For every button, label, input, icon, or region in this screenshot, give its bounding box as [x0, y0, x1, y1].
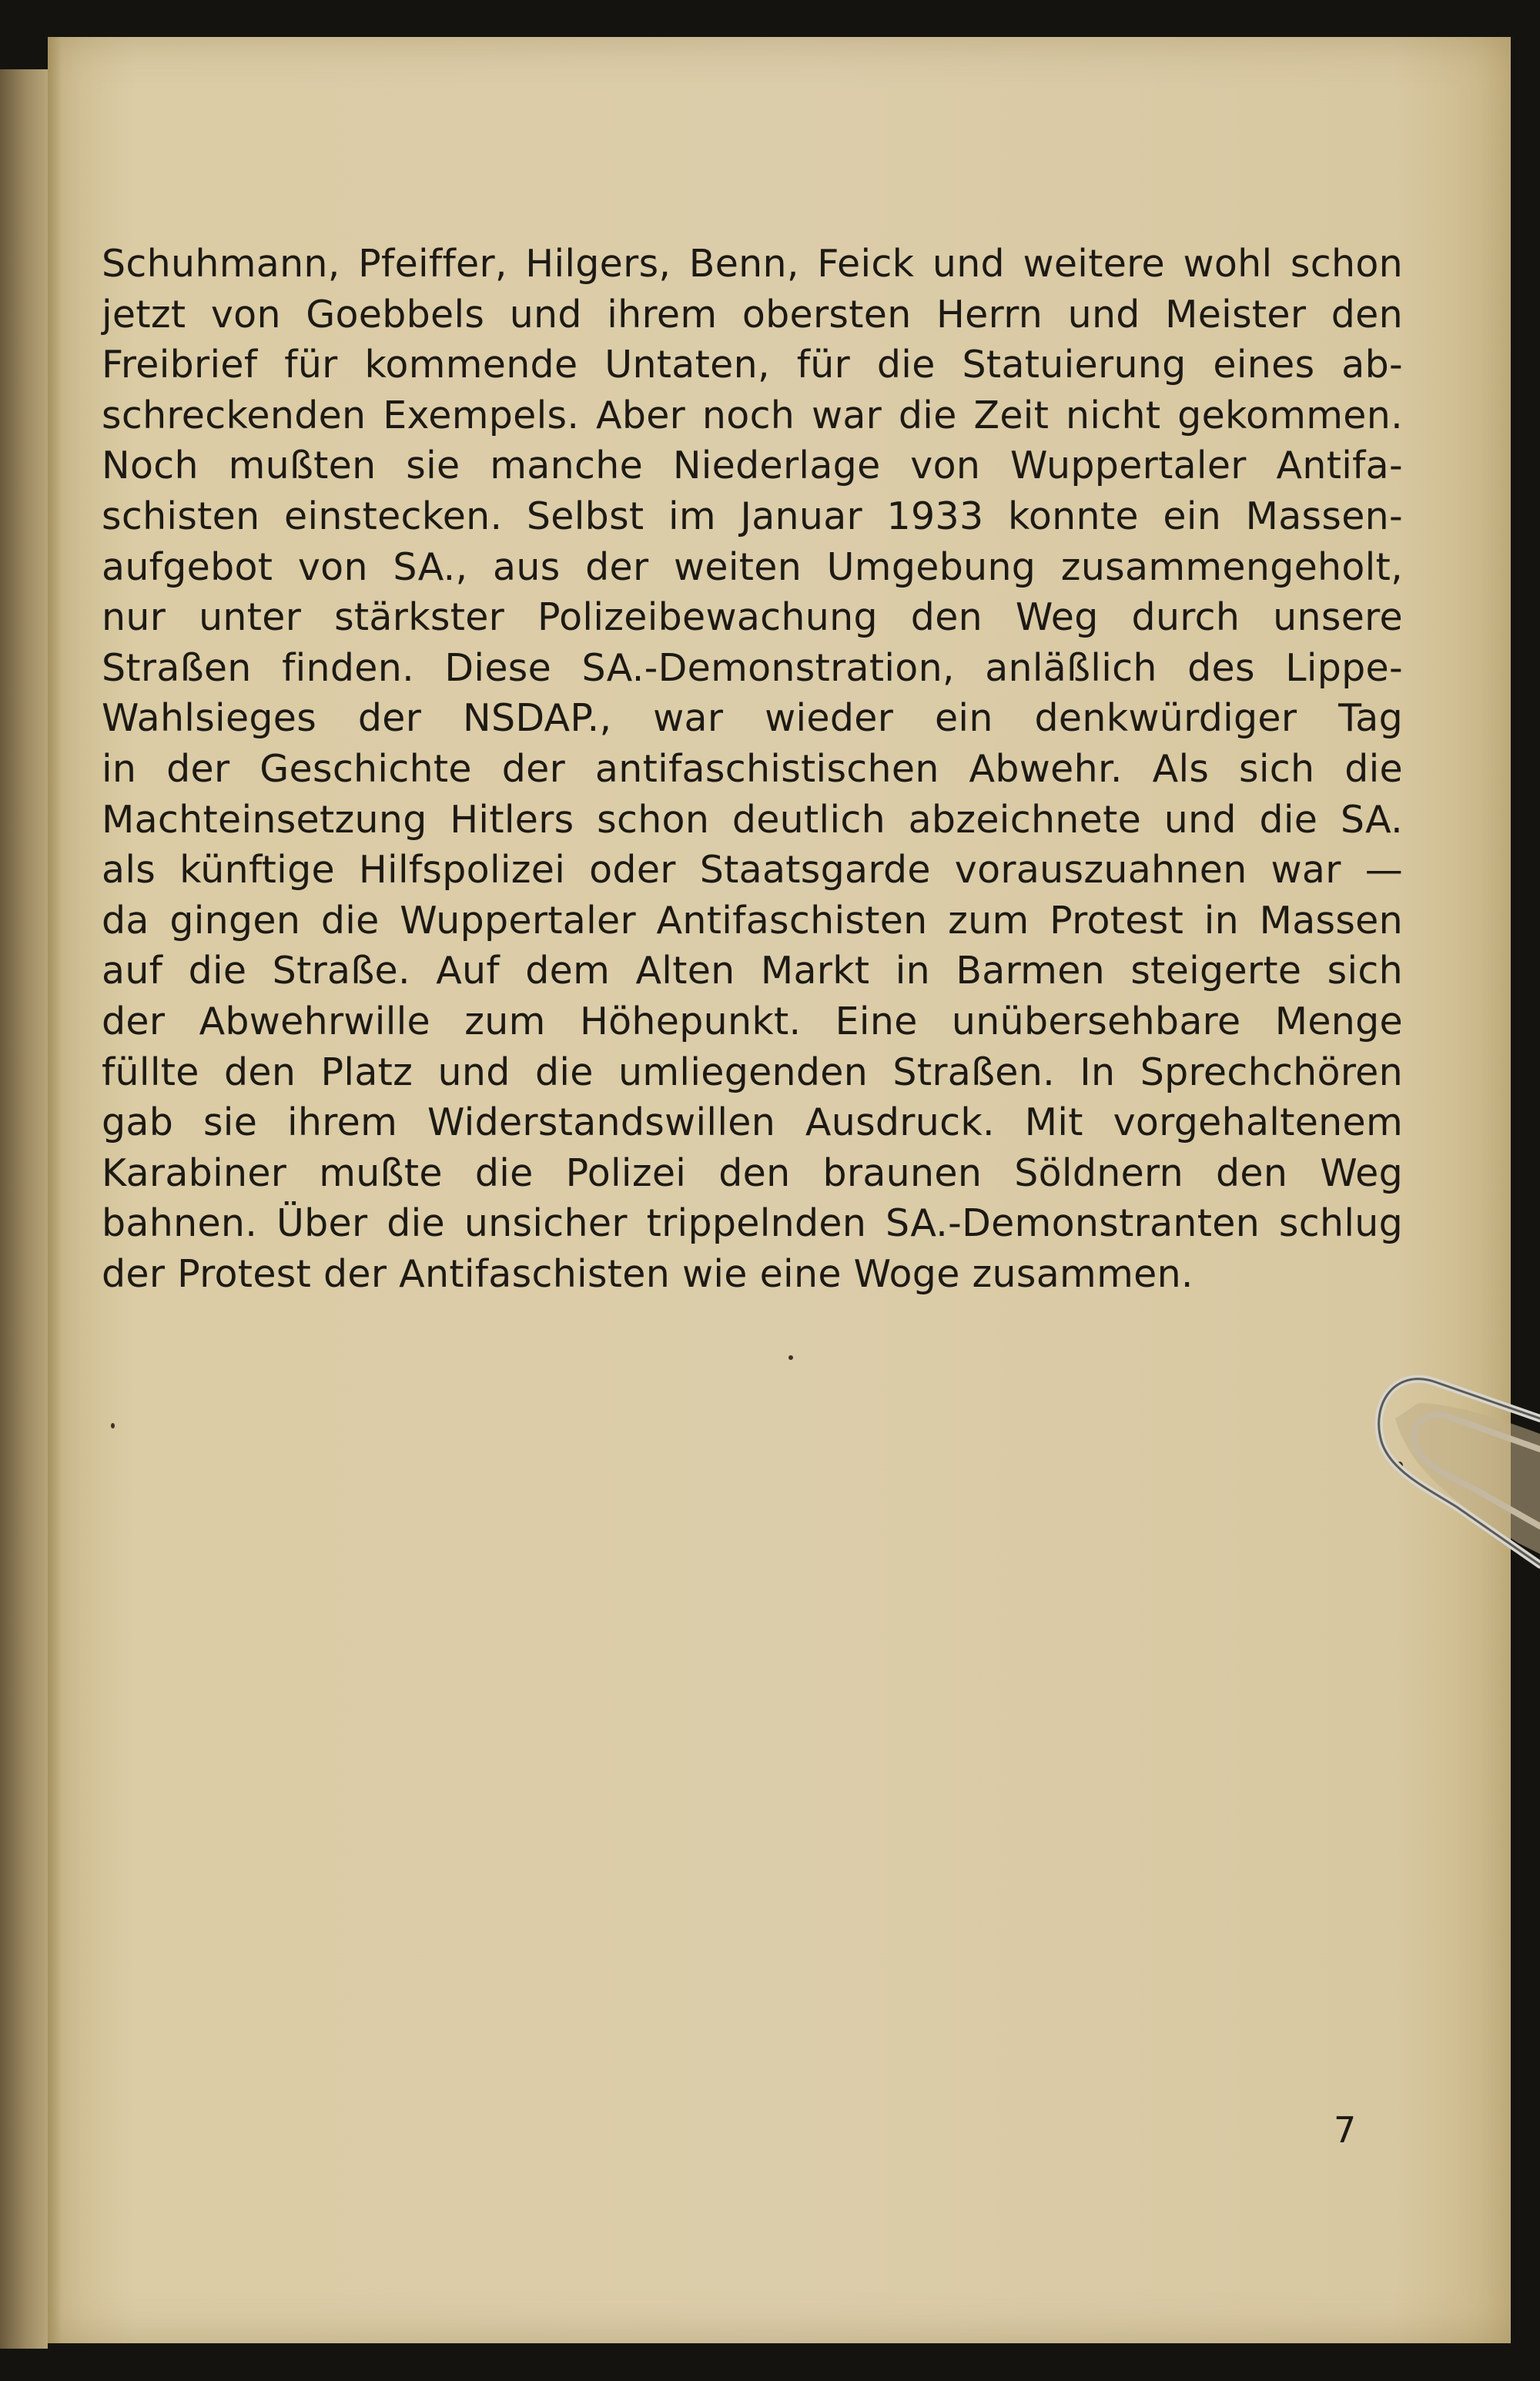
- text-line: Freibrief für kommende Untaten, für die Statuierung eines ab-: [102, 343, 1403, 387]
- text-line: der Abwehrwille zum Höhepunkt. Eine unübersehbare Menge: [102, 999, 1403, 1043]
- text-line: Straßen finden. Diese SA.-Demonstration, anläßlich des Lippe-: [102, 645, 1403, 690]
- text-line: da gingen die Wuppertaler Antifaschisten zum Protest in Massen: [102, 898, 1403, 943]
- text-line: auf die Straße. Auf dem Alten Markt in Barmen steigerte sich: [102, 949, 1403, 993]
- paper-speck: [111, 1423, 115, 1428]
- text-line: Karabiner mußte die Polizei den braunen Söldnern den Weg: [102, 1150, 1403, 1195]
- text-line: nur unter stärkster Polizeibewachung den Weg durch unsere: [102, 595, 1403, 640]
- book-page: [48, 37, 1511, 2343]
- text-line: bahnen. Über die unsicher trippelnden SA.-Demonstranten schlug: [102, 1201, 1403, 1246]
- gutter-shadow: [48, 37, 62, 2343]
- text-line: schreckenden Exempels. Aber noch war die Zeit nicht gekommen.: [102, 393, 1403, 437]
- text-line: aufgebot von SA., aus der weiten Umgebung zusammengeholt,: [102, 544, 1403, 589]
- text-line: der Protest der Antifaschisten wie eine Woge zusammen.: [102, 1251, 1194, 1296]
- text-line: als künftige Hilfspolizei oder Staatsgarde vorauszuahnen war —: [102, 848, 1403, 892]
- paper-speck: [788, 1355, 793, 1360]
- text-line: Wahlsieges der NSDAP., war wieder ein denkwürdiger Tag: [102, 696, 1403, 741]
- body-paragraph: [102, 239, 1403, 1299]
- text-line: Schuhmann, Pfeiffer, Hilgers, Benn, Feick und weitere wohl schon: [102, 242, 1403, 286]
- text-line: schisten einstecken. Selbst im Januar 1933 konnte ein Massen-: [102, 494, 1403, 538]
- text-line: gab sie ihrem Widerstandswillen Ausdruck. Mit vorgehaltenem: [102, 1100, 1403, 1145]
- previous-page-edge: [0, 69, 48, 2349]
- text-line: füllte den Platz und die umliegenden Straßen. In Sprechchören: [102, 1050, 1403, 1094]
- text-line: jetzt von Goebbels und ihrem obersten Herrn und Meister den: [102, 292, 1403, 337]
- paperclip-icon: [1364, 1372, 1540, 1626]
- text-line: Noch mußten sie manche Niederlage von Wuppertaler Antifa-: [102, 444, 1403, 488]
- text-line: Machteinsetzung Hitlers schon deutlich abzeichnete und die SA.: [102, 797, 1403, 842]
- text-line: in der Geschichte der antifaschistischen Abwehr. Als sich die: [102, 746, 1403, 791]
- page-number: 7: [1334, 2109, 1357, 2151]
